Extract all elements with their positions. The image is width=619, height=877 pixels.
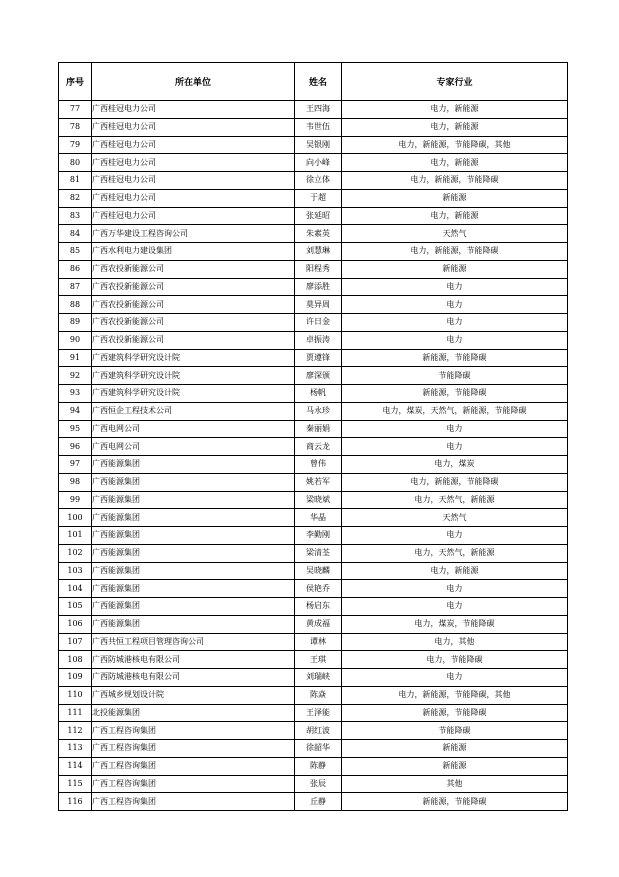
cell-industry: 电力	[342, 580, 568, 598]
cell-unit: 广西恒企工程技术公司	[92, 402, 295, 420]
table-row	[59, 562, 568, 580]
cell-no: 110	[59, 686, 92, 704]
cell-unit: 广西能源集团	[92, 473, 295, 491]
cell-name: 商云龙	[295, 438, 342, 456]
cell-no: 83	[59, 207, 92, 225]
table-row	[59, 491, 568, 509]
cell-industry: 电力	[342, 420, 568, 438]
cell-no: 101	[59, 527, 92, 545]
cell-name: 姚若军	[295, 473, 342, 491]
cell-unit: 广西能源集团	[92, 544, 295, 562]
cell-unit: 广西工程咨询集团	[92, 793, 295, 811]
cell-industry: 电力	[342, 331, 568, 349]
cell-no: 108	[59, 651, 92, 669]
table-row	[59, 438, 568, 456]
expert-table	[58, 62, 568, 811]
cell-name: 梁晓斌	[295, 491, 342, 509]
cell-industry: 电力，天然气，新能源	[342, 544, 568, 562]
cell-unit: 广西防城港核电有限公司	[92, 669, 295, 687]
table-row	[59, 101, 568, 119]
cell-no: 91	[59, 349, 92, 367]
cell-unit: 广西建筑科学研究设计院	[92, 349, 295, 367]
cell-no: 86	[59, 260, 92, 278]
table-row	[59, 367, 568, 385]
table-row	[59, 544, 568, 562]
cell-no: 105	[59, 598, 92, 616]
cell-unit: 广西防城港核电有限公司	[92, 651, 295, 669]
table-row	[59, 722, 568, 740]
cell-name: 刘慧琳	[295, 243, 342, 261]
cell-name: 侯艳乔	[295, 580, 342, 598]
cell-industry: 新能源	[342, 757, 568, 775]
cell-name: 韦世伍	[295, 118, 342, 136]
table-row	[59, 775, 568, 793]
cell-unit: 广西建筑科学研究设计院	[92, 385, 295, 403]
cell-no: 114	[59, 757, 92, 775]
cell-unit: 广西水利电力建设集团	[92, 243, 295, 261]
cell-industry: 电力，新能源，节能降碳，其他	[342, 136, 568, 154]
cell-unit: 广西农投新能源公司	[92, 314, 295, 332]
cell-unit: 广西电网公司	[92, 420, 295, 438]
header-no: 序号	[59, 63, 92, 101]
table-row	[59, 456, 568, 474]
cell-industry: 新能源，节能降碳	[342, 704, 568, 722]
cell-name: 莫异周	[295, 296, 342, 314]
cell-industry: 节能降碳	[342, 367, 568, 385]
cell-unit: 广西能源集团	[92, 562, 295, 580]
table-row	[59, 740, 568, 758]
cell-no: 88	[59, 296, 92, 314]
cell-name: 张延昭	[295, 207, 342, 225]
cell-industry: 新能源，节能降碳	[342, 349, 568, 367]
cell-unit: 广西桂冠电力公司	[92, 136, 295, 154]
cell-unit: 北投能源集团	[92, 704, 295, 722]
table-row	[59, 793, 568, 811]
cell-industry: 节能降碳	[342, 722, 568, 740]
cell-no: 116	[59, 793, 92, 811]
cell-name: 王泽能	[295, 704, 342, 722]
cell-unit: 广西农投新能源公司	[92, 278, 295, 296]
cell-unit: 广西城乡规划设计院	[92, 686, 295, 704]
cell-no: 99	[59, 491, 92, 509]
cell-unit: 广西建筑科学研究设计院	[92, 367, 295, 385]
table-row	[59, 633, 568, 651]
cell-name: 杨启东	[295, 598, 342, 616]
table-row	[59, 757, 568, 775]
table-row	[59, 704, 568, 722]
cell-industry: 电力，新能源	[342, 118, 568, 136]
cell-industry: 电力，天然气，新能源	[342, 491, 568, 509]
cell-industry: 电力，煤炭，天然气，新能源，节能降碳	[342, 402, 568, 420]
cell-no: 107	[59, 633, 92, 651]
cell-name: 许日金	[295, 314, 342, 332]
cell-name: 黄成福	[295, 615, 342, 633]
table-row	[59, 402, 568, 420]
cell-industry: 电力	[342, 598, 568, 616]
cell-unit: 广西万华建设工程咨询公司	[92, 225, 295, 243]
cell-no: 112	[59, 722, 92, 740]
cell-no: 81	[59, 172, 92, 190]
cell-unit: 广西能源集团	[92, 580, 295, 598]
cell-name: 陈焱	[295, 686, 342, 704]
cell-unit: 广西工程咨询集团	[92, 722, 295, 740]
cell-unit: 广西共恒工程项目管理咨询公司	[92, 633, 295, 651]
header-unit: 所在单位	[92, 63, 295, 101]
table-row	[59, 136, 568, 154]
cell-industry: 电力，新能源，节能降碳	[342, 243, 568, 261]
table-row	[59, 331, 568, 349]
cell-unit: 广西能源集团	[92, 509, 295, 527]
cell-industry: 电力，煤炭，节能降碳	[342, 615, 568, 633]
cell-no: 100	[59, 509, 92, 527]
table-row	[59, 296, 568, 314]
cell-no: 106	[59, 615, 92, 633]
cell-unit: 广西桂冠电力公司	[92, 101, 295, 119]
table-header	[59, 63, 568, 101]
table-row	[59, 243, 568, 261]
cell-industry: 新能源，节能降碳	[342, 793, 568, 811]
table-row	[59, 598, 568, 616]
cell-industry: 电力，新能源	[342, 101, 568, 119]
cell-name: 杨帆	[295, 385, 342, 403]
cell-industry: 电力	[342, 278, 568, 296]
cell-unit: 广西桂冠电力公司	[92, 154, 295, 172]
cell-unit: 广西能源集团	[92, 491, 295, 509]
cell-industry: 电力	[342, 296, 568, 314]
cell-no: 102	[59, 544, 92, 562]
cell-unit: 广西工程咨询集团	[92, 775, 295, 793]
table-row	[59, 686, 568, 704]
cell-no: 98	[59, 473, 92, 491]
table-row	[59, 385, 568, 403]
cell-name: 丘静	[295, 793, 342, 811]
cell-name: 吴晓麟	[295, 562, 342, 580]
table-row	[59, 527, 568, 545]
cell-industry: 电力，新能源	[342, 562, 568, 580]
cell-name: 王琪	[295, 651, 342, 669]
table-row	[59, 207, 568, 225]
cell-name: 曾伟	[295, 456, 342, 474]
cell-no: 95	[59, 420, 92, 438]
cell-name: 阳程秀	[295, 260, 342, 278]
table-row	[59, 349, 568, 367]
cell-name: 陈静	[295, 757, 342, 775]
cell-industry: 电力，新能源	[342, 207, 568, 225]
cell-name: 吴银刚	[295, 136, 342, 154]
table-row	[59, 154, 568, 172]
cell-unit: 广西农投新能源公司	[92, 260, 295, 278]
table-row	[59, 278, 568, 296]
cell-unit: 广西桂冠电力公司	[92, 207, 295, 225]
cell-industry: 电力，新能源，节能降碳	[342, 172, 568, 190]
cell-no: 87	[59, 278, 92, 296]
cell-no: 90	[59, 331, 92, 349]
cell-unit: 广西工程咨询集团	[92, 757, 295, 775]
cell-name: 王四海	[295, 101, 342, 119]
cell-name: 贾遵锋	[295, 349, 342, 367]
cell-no: 113	[59, 740, 92, 758]
cell-unit: 广西工程咨询集团	[92, 740, 295, 758]
cell-unit: 广西电网公司	[92, 438, 295, 456]
cell-industry: 电力	[342, 669, 568, 687]
cell-industry: 电力	[342, 314, 568, 332]
cell-no: 115	[59, 775, 92, 793]
cell-unit: 广西能源集团	[92, 456, 295, 474]
cell-industry: 新能源	[342, 260, 568, 278]
cell-no: 89	[59, 314, 92, 332]
table-row	[59, 118, 568, 136]
cell-industry: 电力，节能降碳	[342, 651, 568, 669]
cell-name: 梁清荃	[295, 544, 342, 562]
cell-unit: 广西桂冠电力公司	[92, 118, 295, 136]
cell-name: 刘瑞峡	[295, 669, 342, 687]
cell-name: 谭林	[295, 633, 342, 651]
cell-no: 82	[59, 189, 92, 207]
header-industry: 专家行业	[342, 63, 568, 101]
cell-unit: 广西桂冠电力公司	[92, 189, 295, 207]
table-row	[59, 225, 568, 243]
cell-name: 徐韶华	[295, 740, 342, 758]
table-row	[59, 615, 568, 633]
cell-name: 朱素英	[295, 225, 342, 243]
cell-no: 92	[59, 367, 92, 385]
cell-no: 96	[59, 438, 92, 456]
cell-name: 卓振涛	[295, 331, 342, 349]
table-row	[59, 580, 568, 598]
cell-industry: 电力，其他	[342, 633, 568, 651]
cell-no: 97	[59, 456, 92, 474]
cell-no: 77	[59, 101, 92, 119]
cell-no: 80	[59, 154, 92, 172]
cell-industry: 其他	[342, 775, 568, 793]
table-row	[59, 172, 568, 190]
cell-unit: 广西农投新能源公司	[92, 296, 295, 314]
cell-industry: 电力，新能源，节能降碳	[342, 473, 568, 491]
cell-unit: 广西能源集团	[92, 527, 295, 545]
table-row	[59, 420, 568, 438]
table-body	[59, 101, 568, 811]
table-row	[59, 473, 568, 491]
cell-no: 103	[59, 562, 92, 580]
cell-unit: 广西农投新能源公司	[92, 331, 295, 349]
cell-unit: 广西能源集团	[92, 615, 295, 633]
table-row	[59, 314, 568, 332]
cell-industry: 天然气	[342, 509, 568, 527]
cell-industry: 电力	[342, 438, 568, 456]
cell-name: 马永珍	[295, 402, 342, 420]
cell-no: 109	[59, 669, 92, 687]
cell-name: 徐立体	[295, 172, 342, 190]
cell-name: 李勤刚	[295, 527, 342, 545]
table-row	[59, 260, 568, 278]
cell-unit: 广西能源集团	[92, 598, 295, 616]
table-row	[59, 189, 568, 207]
header-row	[59, 63, 568, 101]
cell-no: 93	[59, 385, 92, 403]
table-row	[59, 509, 568, 527]
cell-industry: 天然气	[342, 225, 568, 243]
cell-industry: 电力	[342, 527, 568, 545]
cell-name: 秦丽娟	[295, 420, 342, 438]
cell-industry: 电力，新能源	[342, 154, 568, 172]
cell-industry: 新能源	[342, 189, 568, 207]
table-row	[59, 651, 568, 669]
table-row	[59, 669, 568, 687]
cell-no: 94	[59, 402, 92, 420]
cell-unit: 广西桂冠电力公司	[92, 172, 295, 190]
cell-no: 84	[59, 225, 92, 243]
cell-industry: 电力，煤炭	[342, 456, 568, 474]
cell-no: 79	[59, 136, 92, 154]
header-name: 姓名	[295, 63, 342, 101]
cell-name: 张辰	[295, 775, 342, 793]
cell-no: 78	[59, 118, 92, 136]
cell-name: 华晶	[295, 509, 342, 527]
cell-no: 111	[59, 704, 92, 722]
cell-name: 廖深颁	[295, 367, 342, 385]
cell-no: 85	[59, 243, 92, 261]
cell-name: 于超	[295, 189, 342, 207]
cell-name: 廖添胜	[295, 278, 342, 296]
cell-name: 胡红波	[295, 722, 342, 740]
cell-industry: 电力，新能源，节能降碳，其他	[342, 686, 568, 704]
cell-industry: 新能源	[342, 740, 568, 758]
cell-name: 向小峰	[295, 154, 342, 172]
cell-industry: 新能源，节能降碳	[342, 385, 568, 403]
cell-no: 104	[59, 580, 92, 598]
